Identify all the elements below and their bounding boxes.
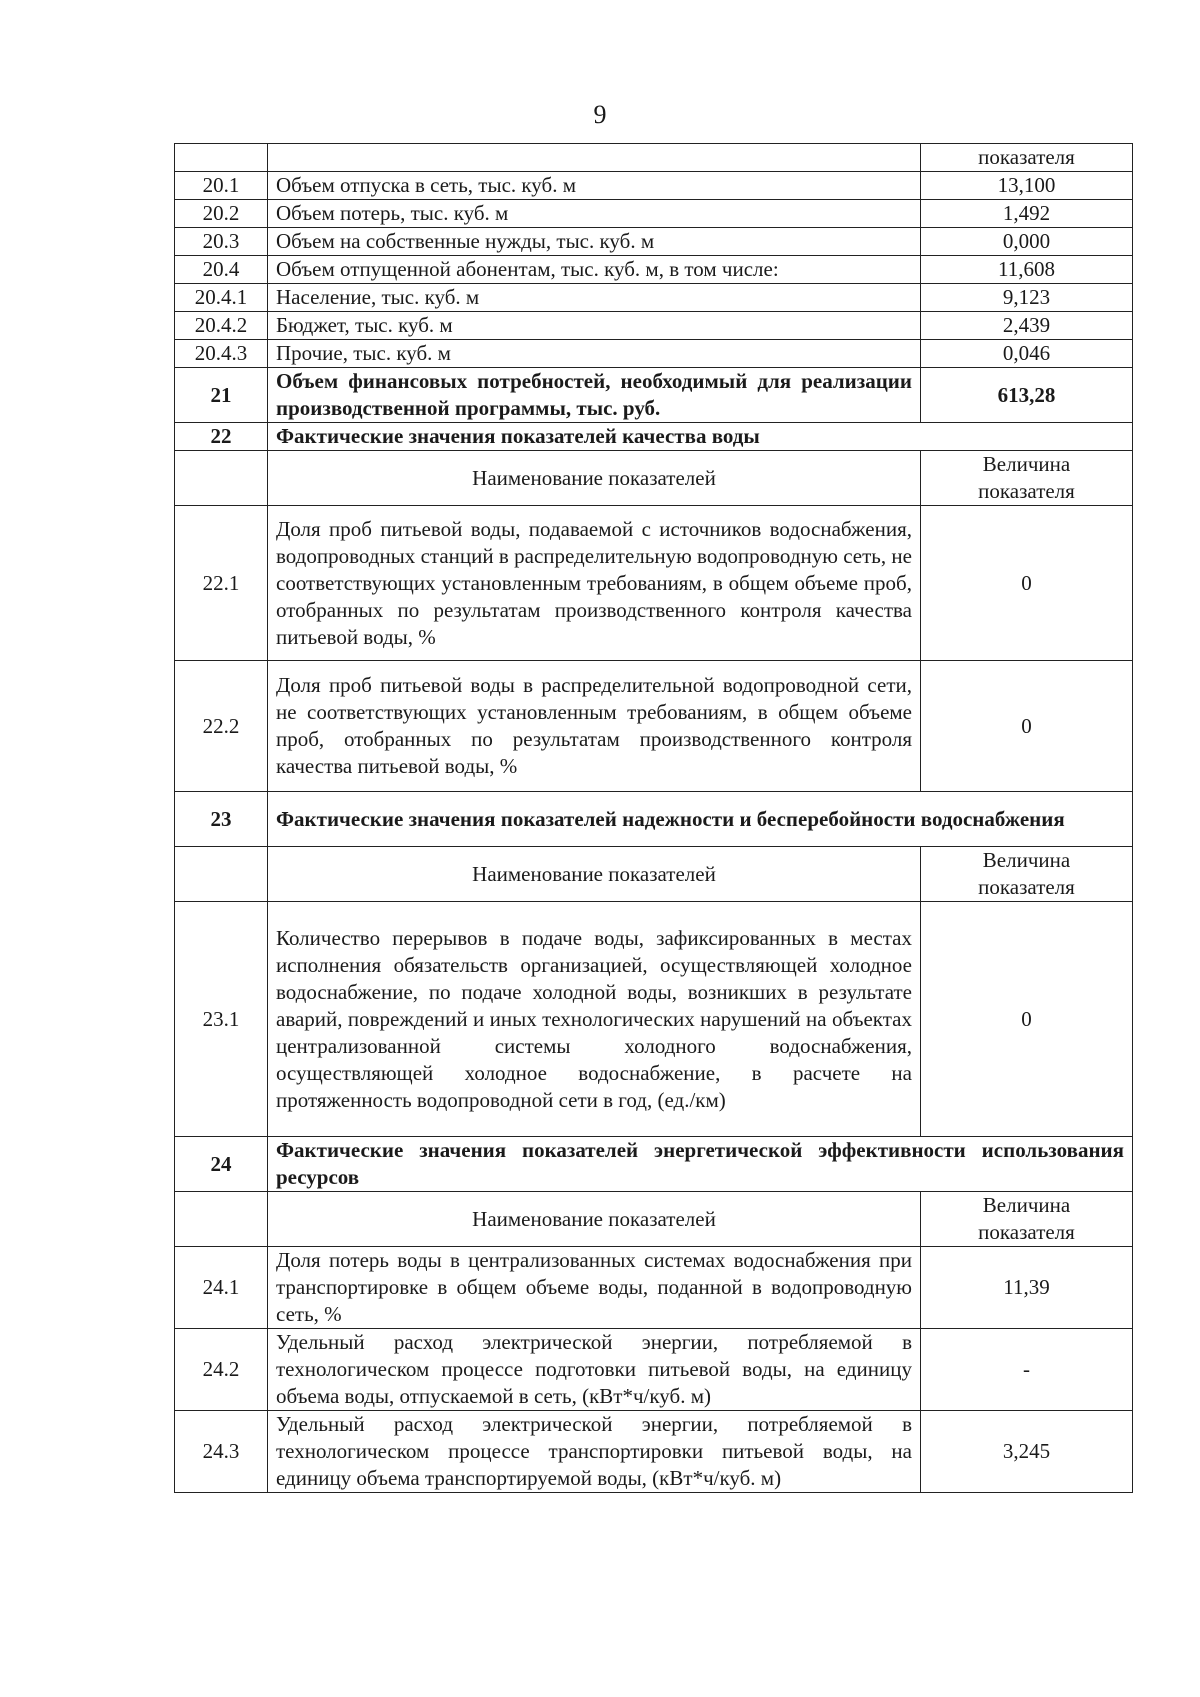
row-value: 11,608 — [921, 256, 1133, 284]
row-value: 13,100 — [921, 172, 1133, 200]
section-number: 24 — [175, 1137, 268, 1192]
header-value-line-2: показателя — [978, 1220, 1075, 1244]
column-header-value — [921, 847, 1133, 902]
row-value: 0,046 — [921, 340, 1133, 368]
column-header-value — [921, 451, 1133, 506]
column-header-row — [175, 847, 1133, 902]
header-value-line-1: Величина — [982, 1193, 1071, 1217]
row-name: Доля проб питьевой воды, подаваемой с источников водоснабжения, водопроводных станций в распределительную водопроводную сеть, не соответствующих установленным требованиям, в общем объеме проб, отобранных по результатам производственного контроля качества питьевой воды, % — [268, 506, 921, 661]
row-value: 11,39 — [921, 1247, 1133, 1329]
row-value: 9,123 — [921, 284, 1133, 312]
row-name: Бюджет, тыс. куб. м — [268, 312, 921, 340]
row-value: 3,245 — [921, 1411, 1133, 1493]
indicators-table — [174, 143, 1133, 1493]
row-number: 24.2 — [175, 1329, 268, 1411]
header-value-line-2: показателя — [978, 479, 1075, 503]
row-value: 613,28 — [921, 368, 1133, 423]
table-row-financial-needs — [175, 368, 1133, 423]
table-row — [175, 200, 1133, 228]
header-value-line-1: Величина — [982, 848, 1071, 872]
row-value: 0 — [921, 902, 1133, 1137]
table-header-continuation — [175, 144, 1133, 172]
row-name: Количество перерывов в подаче воды, зафиксированных в местах исполнения обязательств организацией, осуществляющей холодное водоснабжение, по подаче холодной воды, возникших в результате аварий, повреждений и иных технологических нарушений на объектах централизованной системы холодного водоснабжения, осуществляющей холодное водоснабжение, в расчете на протяженность водопроводной сети в год, (ед./км) — [268, 902, 921, 1137]
section-header-row — [175, 423, 1133, 451]
table-row — [175, 256, 1133, 284]
section-title: Фактические значения показателей качества воды — [268, 423, 1133, 451]
column-header-name: Наименование показателей — [268, 451, 921, 506]
empty-cell — [175, 847, 268, 902]
empty-cell — [175, 144, 268, 172]
row-name: Объем отпуска в сеть, тыс. куб. м — [268, 172, 921, 200]
section-number: 23 — [175, 792, 268, 847]
row-name: Удельный расход электрической энергии, потребляемой в технологическом процессе транспортировки питьевой воды, на единицу объема транспортируемой воды, (кВт*ч/куб. м) — [268, 1411, 921, 1493]
row-name: Доля проб питьевой воды в распределительной водопроводной сети, не соответствующих установленным требованиям, в общем объеме проб, отобранных по результатам производственного контроля качества питьевой воды, % — [268, 661, 921, 792]
table-row — [175, 340, 1133, 368]
row-number: 20.4 — [175, 256, 268, 284]
table-row — [175, 228, 1133, 256]
row-number: 23.1 — [175, 902, 268, 1137]
table-row — [175, 1247, 1133, 1329]
section-title: Фактические значения показателей энергетической эффективности использования ресурсов — [268, 1137, 1133, 1192]
empty-cell — [175, 1192, 268, 1247]
row-name: Прочие, тыс. куб. м — [268, 340, 921, 368]
table-row — [175, 284, 1133, 312]
row-number: 24.3 — [175, 1411, 268, 1493]
table-row — [175, 506, 1133, 661]
row-name: Объем на собственные нужды, тыс. куб. м — [268, 228, 921, 256]
page-number: 9 — [593, 100, 607, 129]
column-header-row — [175, 1192, 1133, 1247]
empty-cell — [268, 144, 921, 172]
row-number: 20.3 — [175, 228, 268, 256]
table-row — [175, 172, 1133, 200]
table-row — [175, 661, 1133, 792]
row-number: 20.1 — [175, 172, 268, 200]
row-name: Население, тыс. куб. м — [268, 284, 921, 312]
section-header-row — [175, 1137, 1133, 1192]
row-name: Доля потерь воды в централизованных системах водоснабжения при транспортировке в общем объеме воды, поданной в водопроводную сеть, % — [268, 1247, 921, 1329]
row-number: 20.4.3 — [175, 340, 268, 368]
row-value: - — [921, 1329, 1133, 1411]
row-number: 22.2 — [175, 661, 268, 792]
table-row — [175, 1329, 1133, 1411]
section-number: 22 — [175, 423, 268, 451]
table-row — [175, 1411, 1133, 1493]
row-number: 21 — [175, 368, 268, 423]
column-header-row — [175, 451, 1133, 506]
empty-cell — [175, 451, 268, 506]
row-name: Объем потерь, тыс. куб. м — [268, 200, 921, 228]
column-header-value — [921, 1192, 1133, 1247]
table-row — [175, 902, 1133, 1137]
header-value-line-2: показателя — [978, 875, 1075, 899]
section-header-row — [175, 792, 1133, 847]
section-title: Фактические значения показателей надежности и бесперебойности водоснабжения — [268, 792, 1133, 847]
row-value: 0,000 — [921, 228, 1133, 256]
table-row — [175, 312, 1133, 340]
row-number: 20.4.1 — [175, 284, 268, 312]
row-number: 24.1 — [175, 1247, 268, 1329]
row-number: 20.4.2 — [175, 312, 268, 340]
row-name: Удельный расход электрической энергии, потребляемой в технологическом процессе подготовки питьевой воды, на единицу объема воды, отпускаемой в сеть, (кВт*ч/куб. м) — [268, 1329, 921, 1411]
column-header-name: Наименование показателей — [268, 847, 921, 902]
row-number: 22.1 — [175, 506, 268, 661]
row-name: Объем финансовых потребностей, необходимый для реализации производственной программы, тыс. руб. — [268, 368, 921, 423]
header-value-cell: показателя — [921, 144, 1133, 172]
header-value-line-1: Величина — [982, 452, 1071, 476]
row-name: Объем отпущенной абонентам, тыс. куб. м, в том числе: — [268, 256, 921, 284]
row-value: 0 — [921, 506, 1133, 661]
row-value: 2,439 — [921, 312, 1133, 340]
column-header-name: Наименование показателей — [268, 1192, 921, 1247]
row-value: 0 — [921, 661, 1133, 792]
row-value: 1,492 — [921, 200, 1133, 228]
row-number: 20.2 — [175, 200, 268, 228]
